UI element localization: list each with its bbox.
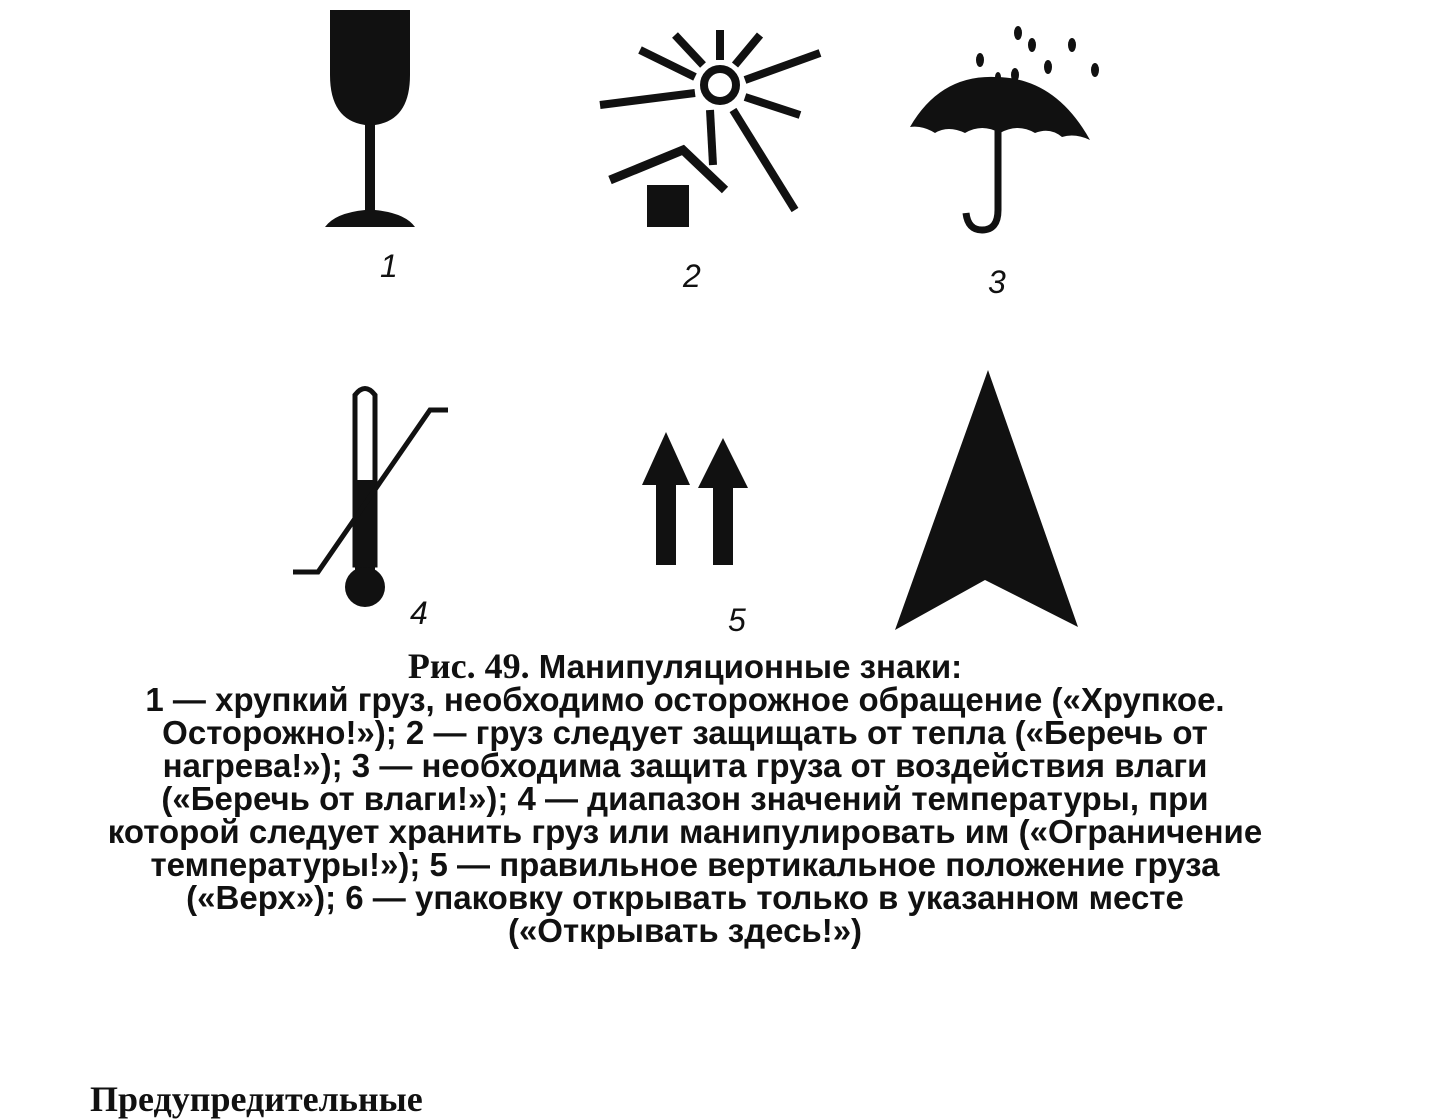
caption-line-3: нагрева!»); 3 — необходима защита груза от воздействия влаги [162,747,1208,784]
caption-line-6: температуры!»); 5 — правильное вертикальное положение груза [150,846,1220,883]
sign-number-1: 1 [380,248,398,284]
caption-line-1: 1 — хрупкий груз, необходимо осторожное обращение («Хрупкое. [145,681,1225,718]
temperature-limit-icon [290,380,455,610]
this-way-up-arrows-icon [638,430,753,570]
caption-line-8: («Открывать здесь!») [507,912,863,949]
figure-caption [40,646,1330,949]
protect-from-heat-icon [595,25,835,235]
sign-number-4: 4 [410,595,428,631]
figure-reference: Рис. 49. [407,646,530,686]
caption-line-2: Осторожно!»); 2 — груз следует защищать от тепла («Беречь от [162,714,1208,751]
fragile-glass-icon [315,5,425,235]
caption-line-5: которой следует хранить груз или манипулировать им («Ограничение [107,813,1263,850]
keep-dry-umbrella-icon [900,15,1110,240]
figure-title: Манипуляционные знаки: [538,648,963,685]
sign-number-6: 6 [983,588,1001,624]
sign-number-3: 3 [988,264,1006,300]
next-section-heading: Предупредительные [90,1079,423,1119]
caption-line-7: («Верх»); 6 — упаковку открывать только в указанном месте [186,879,1184,916]
sign-number-2: 2 [683,258,701,294]
sign-number-5: 5 [728,602,746,638]
caption-line-4: («Беречь от влаги!»); 4 — диапазон значений температуры, при [161,780,1209,817]
